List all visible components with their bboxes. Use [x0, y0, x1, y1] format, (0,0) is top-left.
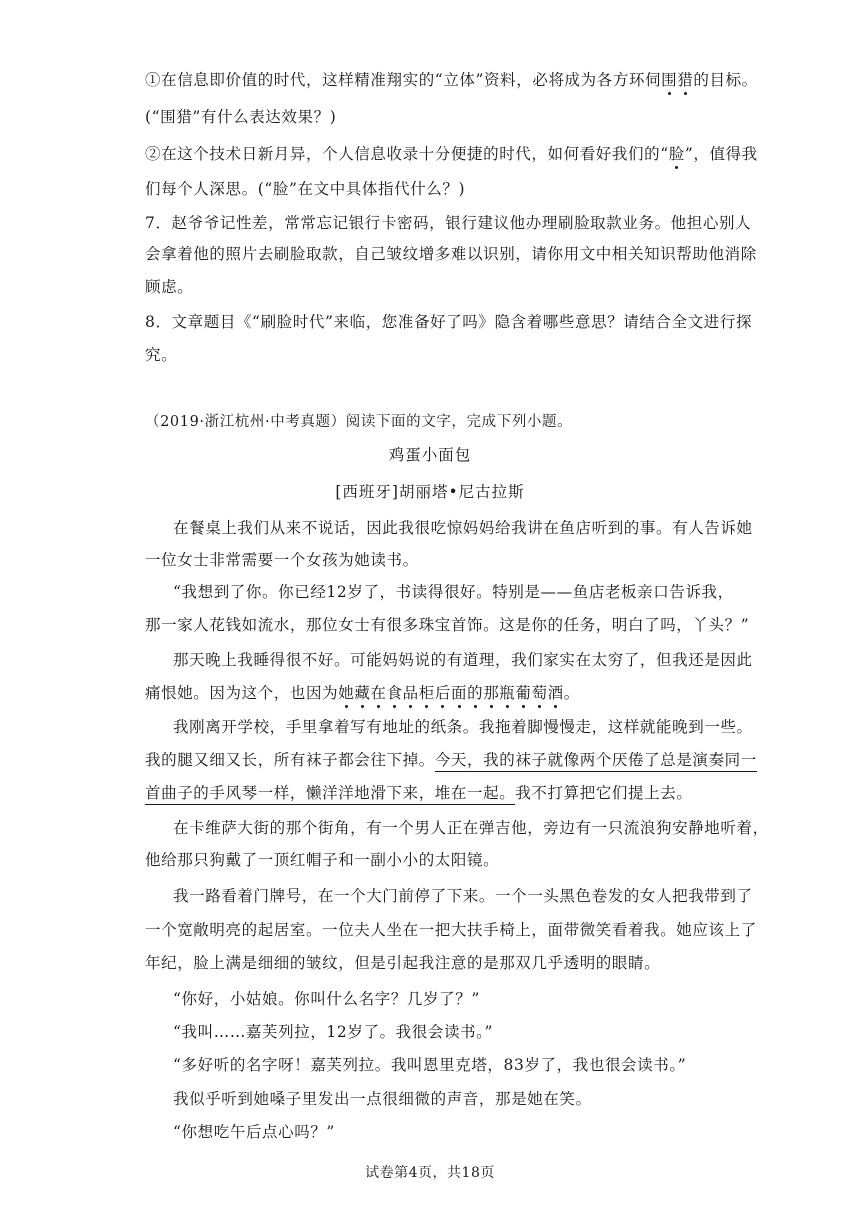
- p5-line2: 他给那只狗戴了一顶红帽子和一副小小的太阳镜。: [145, 851, 500, 869]
- emphasis-char: 面: [450, 684, 468, 702]
- q7-line3: 顾虑。: [145, 278, 194, 296]
- p4-line2: 我的腿又细又长，所有袜子都会往下掉。今天，我的袜子就像两个厌倦了总是演奏同一: [145, 750, 757, 770]
- p6-line1: 我一路看着门牌号，在一个大门前停了下来。一个一头黑色卷发的女人把我带到了: [173, 887, 753, 905]
- p10: 我似乎听到她嗓子里发出一点很细微的声音，那是她在笑。: [173, 1090, 592, 1108]
- p4-line3: 首曲子的手风琴一样，懒洋洋地滑下来，堆在一起。我不打算把它们提上去。: [145, 783, 692, 803]
- emphasis-char: 食: [386, 684, 403, 702]
- q8-line1: 8．文章题目《“刷脸时代”来临，您准备好了吗》隐含着哪些意思？请结合全文进行探: [145, 313, 753, 331]
- p11: “你想吃午后点心吗？”: [173, 1123, 335, 1141]
- p6-line3: 年纪，脸上满是细细的皱纹，但是引起我注意的是那双几乎透明的眼睛。: [145, 954, 661, 972]
- emphasis-char: 瓶: [499, 684, 516, 702]
- emphasis-char: 后: [434, 684, 451, 702]
- p6-line2: 一个宽敞明亮的起居室。一位夫人坐在一把大扶手椅上，面带微笑看着我。她应该上了: [145, 921, 757, 939]
- emphasis-char: 在: [370, 684, 387, 702]
- p4-line1: 我刚离开学校，手里拿着写有地址的纸条。我拖着脚慢慢走，这样就能晚到一些。: [173, 718, 753, 736]
- q6-2-line1: ②在这个技术日新月异，个人信息收录十分便捷的时代，如何看好我们的“脸”，值得我: [145, 145, 758, 163]
- emphasis-char: 萄: [531, 684, 548, 702]
- p5-line1: 在卡维萨大街的那个街角，有一个男人正在弹吉他，旁边有一只流浪狗安静地听着，: [173, 819, 769, 837]
- emphasis-char: 藏: [354, 684, 371, 702]
- emphasis-char: 柜: [418, 684, 435, 702]
- q8-line2: 究。: [145, 346, 178, 364]
- p2-line1: “我想到了你。你已经12岁了，书读得很好。特别是——鱼店老板亲口告诉我，: [173, 583, 734, 601]
- emphasis-phrase: [338, 684, 564, 702]
- section-intro: （2019·浙江杭州·中考真题）阅读下面的文字，完成下列小题。: [145, 414, 573, 430]
- emphasis-char: 围: [661, 71, 678, 89]
- underlined-sentence: 首曲子的手风琴一样，懒洋洋地滑下来，堆在一起。: [145, 784, 515, 805]
- q6-1-line2: (“围猎”有什么表达效果？): [145, 108, 337, 126]
- emphasis-char: 那: [483, 684, 500, 702]
- p2-line2: 那一家人花钱如流水，那位女士有很多珠宝首饰。这是你的任务，明白了吗，丫头？”: [145, 616, 750, 634]
- p3-line1: 那天晚上我睡得很不好。可能妈妈说的有道理，我们家实在太穷了，但我还是因此: [173, 651, 753, 669]
- underlined-sentence: 今天，我的袜子就像两个厌倦了总是演奏同一: [435, 751, 757, 772]
- emphasis-char: 猎: [677, 71, 694, 89]
- p3-line2: 痛恨她。因为这个，也因为她藏在食品柜后面的那瓶葡萄酒。: [145, 684, 580, 702]
- emphasis-char: 葡: [515, 684, 532, 702]
- emphasis-char: 脸: [668, 145, 685, 163]
- q6-2-line2: 们每个人深思。(“脸”在文中具体指代什么？): [145, 180, 466, 198]
- p9: “多好听的名字呀！嘉芙列拉。我叫恩里克塔，83岁了，我也很会读书。”: [173, 1056, 687, 1074]
- q6-1-line1: ①在信息即价值的时代，这样精准翔实的“立体”资料，必将成为各方环伺围猎的目标。: [145, 71, 758, 89]
- emphasis-char: 的: [467, 684, 484, 702]
- story-title: 鸡蛋小面包: [388, 446, 472, 464]
- p7: “你好，小姑娘。你叫什么名字？几岁了？”: [173, 990, 480, 1008]
- p8: “我叫……嘉芙列拉，12岁了。我很会读书。”: [173, 1023, 494, 1041]
- q7-line1: 7．赵爷爷记性差，常常忘记银行卡密码，银行建议他办理刷脸取款业务。他担心别人: [145, 214, 752, 232]
- emphasis-char: 品: [402, 684, 419, 702]
- q7-line2: 会拿着他的照片去刷脸取款，自己皱纹增多难以识别，请你用文中相关知识帮助他消除: [145, 245, 757, 263]
- page-footer: 试卷第4页，共18页: [365, 1165, 495, 1181]
- p1-line2: 一位女士非常需要一个女孩为她读书。: [145, 551, 419, 569]
- p1-line1: 在餐桌上我们从来不说话，因此我很吃惊妈妈给我讲在鱼店听到的事。有人告诉她: [173, 519, 753, 537]
- emphasis-char: 她: [338, 684, 355, 702]
- story-author: [西班牙]胡丽塔•尼古拉斯: [335, 483, 525, 501]
- emphasis-char: 酒: [547, 684, 564, 702]
